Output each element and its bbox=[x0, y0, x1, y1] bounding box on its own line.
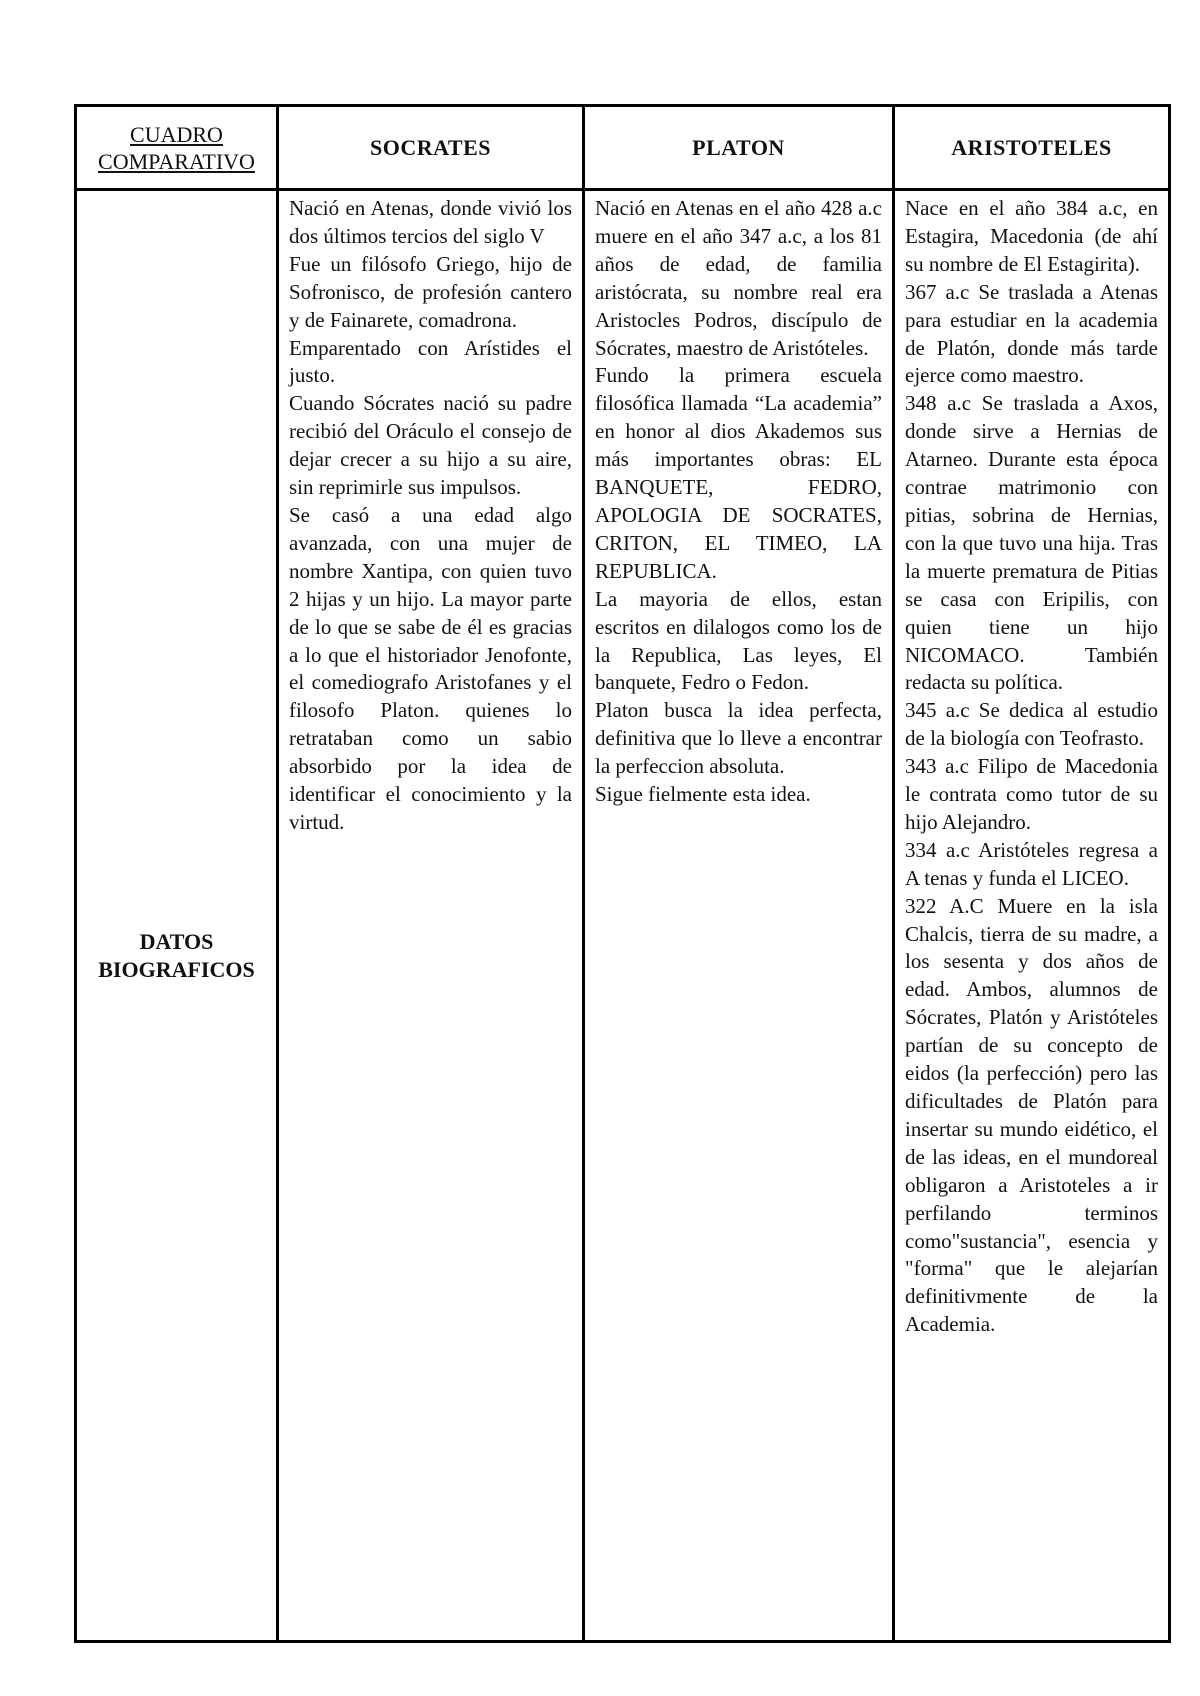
paragraph: Nació en Atenas en el año 428 a.c muere en el año 347 a.c, a los 81 años de edad, de familia aristócrata, su nombre real era Aristocles Podros, discípulo de Sócrates, maestro de Aristóteles. bbox=[595, 196, 882, 360]
platon-cell bbox=[584, 190, 894, 1642]
corner-title bbox=[77, 121, 276, 175]
header-row bbox=[76, 106, 1170, 190]
column-header-label: SOCRATES bbox=[370, 134, 491, 160]
corner-title-line1: CUADRO bbox=[130, 121, 223, 147]
paragraph: Fue un filósofo Griego, hijo de Sofronisco, de profesión cantero y de Fainarete, comadrona. bbox=[289, 251, 572, 332]
paragraph: Sigue fielmente esta idea. bbox=[595, 782, 811, 807]
column-header-label: ARISTOTELES bbox=[951, 134, 1112, 160]
row-label bbox=[77, 928, 276, 984]
paragraph: Nace en el año 384 a.c, en Estagira, Macedonia (de ahí su nombre de El Estagirita). bbox=[905, 196, 1158, 276]
paragraph: Se casó a una edad algo avanzada, con una mujer de nombre Xantipa, con quien tuvo 2 hijas y un hijo. La mayor parte de lo que se sabe de él es gracias a lo que el historiador Jenofonte, el comediografo Aristofanes y el filosofo Platon. quienes lo retrataban como un sabio absorbido por la idea de identificar el conocimiento y la virtud. bbox=[289, 502, 572, 834]
paragraph: Nació en Atenas, donde vivió los dos últimos tercios del siglo V bbox=[289, 196, 572, 248]
platon-text bbox=[585, 191, 892, 809]
row-label-line1: DATOS bbox=[139, 928, 214, 954]
paragraph: 367 a.c Se traslada a Atenas para estudiar en la academia de Platón, donde más tarde ejerce como maestro. bbox=[905, 279, 1158, 388]
socrates-cell bbox=[278, 190, 584, 1642]
paragraph: Platon busca la idea perfecta, definitiva que lo lleve a encontrar la perfeccion absoluta. bbox=[595, 698, 882, 779]
comparison-table bbox=[74, 104, 1171, 1643]
row-label-cell bbox=[76, 190, 278, 1642]
paragraph: 343 a.c Filipo de Macedonia le contrata como tutor de su hijo Alejandro. bbox=[905, 754, 1158, 834]
socrates-text bbox=[279, 191, 582, 837]
column-header-platon bbox=[584, 106, 894, 190]
aristoteles-text bbox=[895, 191, 1168, 1339]
paragraph: 345 a.c Se dedica al estudio de la biología con Teofrasto. bbox=[905, 698, 1158, 751]
column-header-label: PLATON bbox=[692, 134, 785, 160]
corner-cell bbox=[76, 106, 278, 190]
row-label-line2: BIOGRAFICOS bbox=[98, 956, 255, 982]
paragraph: La mayoria de ellos, estan escritos en dilalogos como los de la Republica, Las leyes, El banquete, Fedro o Fedon. bbox=[595, 586, 882, 695]
paragraph: 334 a.c Aristóteles regresa a A tenas y funda el LICEO. bbox=[905, 837, 1158, 890]
corner-title-line2: COMPARATIVO bbox=[98, 148, 255, 174]
biographical-row bbox=[76, 190, 1170, 1642]
paragraph: 348 a.c Se traslada a Axos, donde sirve a Hernias de Atarneo. Durante esta época contrae matrimonio con pitias, sobrina de Hernias, con la que tuvo una hija. Tras la muerte prematura de Pitias se casa con Eripilis, con quien tiene un hijo NICOMACO. También redacta su política. bbox=[905, 391, 1158, 695]
column-header-aristoteles bbox=[894, 106, 1170, 190]
paragraph: Emparentado con Arístides el justo. bbox=[289, 335, 572, 388]
aristoteles-cell bbox=[894, 190, 1170, 1642]
column-header-socrates bbox=[278, 106, 584, 190]
paragraph: 322 A.C Muere en la isla Chalcis, tierra de su madre, a los sesenta y dos años de edad. Ambos, alumnos de Sócrates, Platón y Aristóteles partían de su concepto de eidos (la perfección) pero las dificultades de Platón para insertar su mundo eidético, el de las ideas, en el mundoreal obligaron a Aristoteles a ir perfilando terminos como"sustancia", esencia y "forma" que le alejarían definitivmente de la Academia. bbox=[905, 893, 1158, 1337]
paragraph: Fundo la primera escuela filosófica llamada “La academia” en honor al dios Akademos sus más importantes obras: EL BANQUETE, FEDRO, APOLOGIA DE SOCRATES, CRITON, EL TIMEO, LA REPUBLICA. bbox=[595, 363, 882, 583]
paragraph: Cuando Sócrates nació su padre recibió del Oráculo el consejo de dejar crecer a su hijo a su aire, sin reprimirle sus impulsos. bbox=[289, 391, 572, 500]
